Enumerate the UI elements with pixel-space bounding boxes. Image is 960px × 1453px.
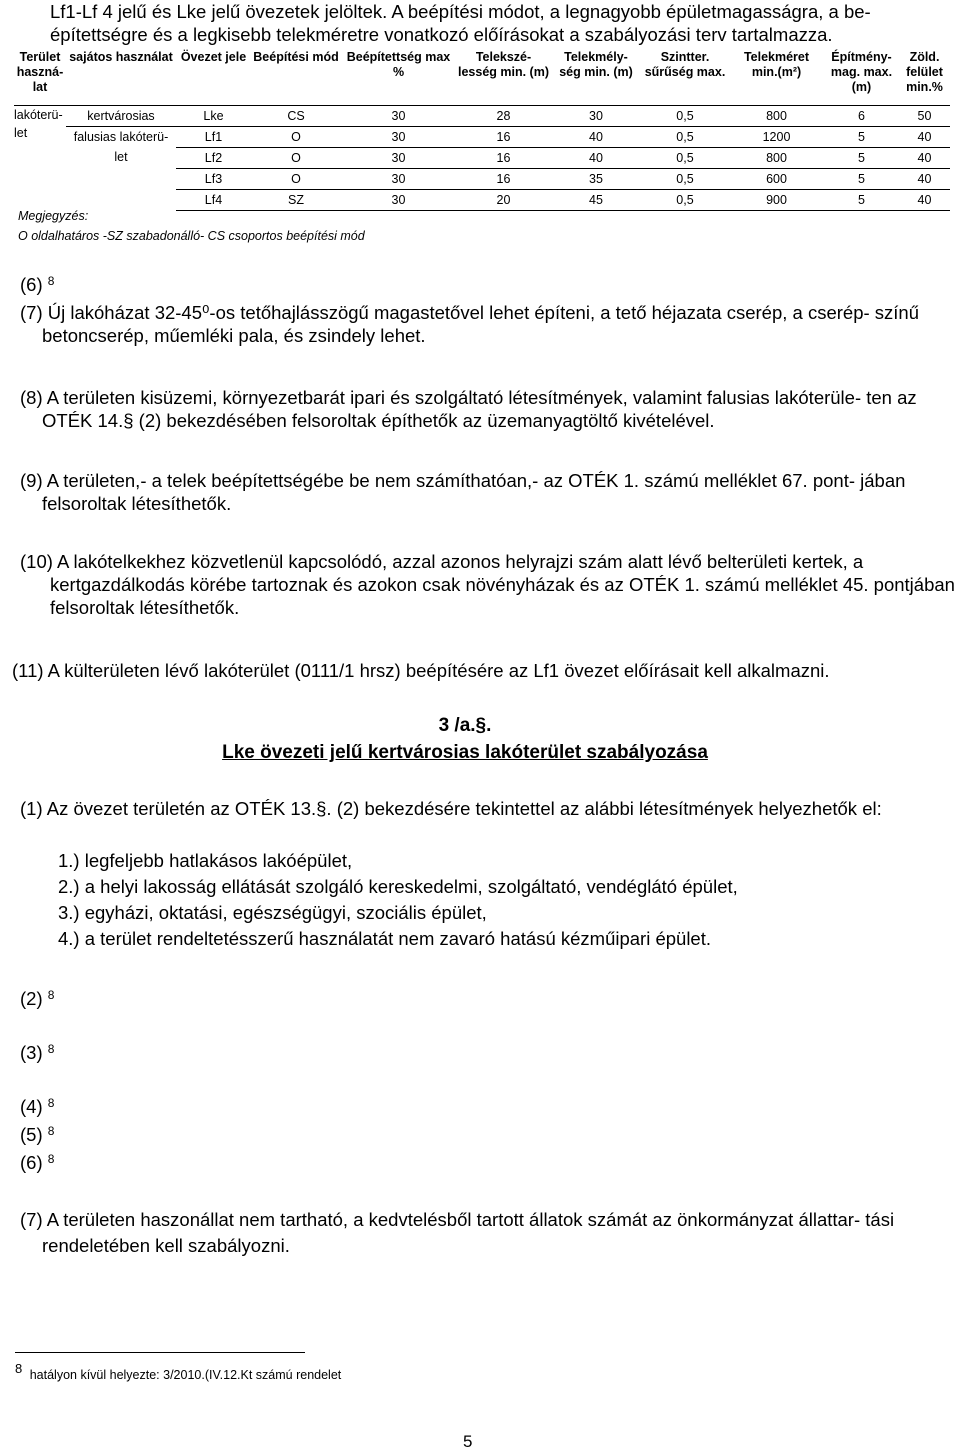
table-cell: 20 — [456, 190, 551, 211]
footnote-divider — [15, 1352, 305, 1353]
table-cell: 40 — [899, 169, 950, 190]
intro-text — [34, 0, 934, 46]
intro-line-1: Lf1-Lf 4 jelű és Lke jelű övezetek jelöltek. A beépítési módot, a legnagyobb épületmagasságra, a be- — [50, 1, 871, 22]
paragraph-8: (8) A területen kisüzemi, környezetbarát ipari és szolgáltató létesítmények, valamint falusias lakóterüle- ten az OTÉK 14.§ (2) bekezdésében felsoroltak építhetők az üzemanyagtöltő kivételével. — [20, 387, 917, 431]
table-cell: 900 — [729, 190, 824, 211]
table-cell: 45 — [551, 190, 641, 211]
header-cell: Övezet jele — [176, 50, 251, 106]
header-cell: Építmény- mag. max.(m) — [824, 50, 899, 106]
table-cell: Lf1 — [176, 127, 251, 148]
header-cell: Telekméret min.(m²) — [729, 50, 824, 106]
footnote-ref: 8 — [47, 1124, 55, 1138]
header-cell: Beépítettség max % — [341, 50, 456, 106]
table-cell: 800 — [729, 148, 824, 169]
table-cell: CS — [251, 106, 341, 127]
area-cell: lakóterü- let — [14, 108, 63, 140]
table-row — [14, 106, 950, 127]
intro-line-2: építettségre és a legkisebb telekméretre vonatkozó előírásokat a szabályozási terv tartalmazza. — [50, 24, 833, 45]
paragraph-6: (6) $^8$ — [20, 274, 55, 295]
table-cell: 50 — [899, 106, 950, 127]
table-cell: 5 — [824, 148, 899, 169]
footnote-ref: 8 — [47, 988, 55, 1002]
list-item: 1.) legfeljebb hatlakásos lakóépület, — [58, 850, 353, 871]
zoning-table — [14, 50, 950, 211]
header-cell: Terület haszná- lat — [14, 50, 66, 106]
table-cell: 40 — [899, 148, 950, 169]
footnote-ref: 8 — [47, 1042, 55, 1056]
table-cell: 600 — [729, 169, 824, 190]
table-cell: 35 — [551, 169, 641, 190]
section-paragraph-6: (6) $^8$ — [20, 1152, 55, 1173]
table-cell: 6 — [824, 106, 899, 127]
table-cell: 800 — [729, 106, 824, 127]
table-cell: 5 — [824, 190, 899, 211]
section-paragraph-4: (4) $^8$ — [20, 1096, 55, 1117]
table-cell: 30 — [341, 169, 456, 190]
table-cell: 40 — [899, 190, 950, 211]
page-number: 5 — [463, 1432, 473, 1451]
table-cell: O — [251, 127, 341, 148]
table-cell: 0,5 — [641, 148, 729, 169]
section-paragraph-2: (2) $^8$ — [20, 988, 55, 1009]
section-title: Lke övezeti jelű kertvárosias lakóterület szabályozása — [222, 742, 708, 763]
header-cell: sajátos használat — [66, 50, 176, 106]
footnote-ref: 8 — [47, 1096, 55, 1110]
facility-list — [58, 848, 738, 952]
header-cell: Telekszé- lesség min. (m) — [456, 50, 551, 106]
section-paragraph-5: (5) $^8$ — [20, 1124, 55, 1145]
table-cell: 0,5 — [641, 106, 729, 127]
table-cell: Lf2 — [176, 148, 251, 169]
section-number: 3 /a.§. — [438, 715, 492, 736]
list-item: 4.) a terület rendeltetésszerű használatát nem zavaró hatású kézműipari épület. — [58, 928, 712, 949]
paragraph-11: (11) A külterületen lévő lakóterület (0111/1 hrsz) beépítésére az Lf1 övezet előírásait kell alkalmazni. — [12, 660, 830, 681]
header-cell: Zöld. felület min.% — [899, 50, 950, 106]
header-cell: Telekmély- ség min. (m) — [551, 50, 641, 106]
section-paragraph-7: (7) A területen haszonállat nem tartható, a kedvtelésből tartott állatok számát az önkormányzat állattar- tási rendeletében kell szabályozni. — [20, 1209, 895, 1256]
table-cell: O — [251, 148, 341, 169]
table-note — [18, 206, 365, 246]
table-row — [14, 127, 950, 148]
table-cell: 0,5 — [641, 190, 729, 211]
paragraph-10: (10) A lakótelkekhez közvetlenül kapcsolódó, azzal azonos helyrajzi szám alatt lévő belterületi kertek, a kertgazdálkodás körébe tartoznak és azokon csak növényházak és az OTÉK 1. számú melléklet 45. pontjában felsoroltak létesíthetők. — [20, 551, 955, 618]
table-cell: 40 — [899, 127, 950, 148]
table-cell: 30 — [341, 148, 456, 169]
section-paragraph-1: (1) Az övezet területén az OTÉK 13.§. (2) bekezdésére tekintettel az alábbi létesítmények helyezhetők el: — [20, 798, 882, 819]
table-cell: Lf3 — [176, 169, 251, 190]
table-cell: 5 — [824, 127, 899, 148]
section-paragraph-3: (3) $^8$ — [20, 1042, 55, 1063]
table-cell: SZ — [251, 190, 341, 211]
table-cell: 5 — [824, 169, 899, 190]
own-use-cell: kertvárosias — [66, 106, 176, 127]
table-cell: 28 — [456, 106, 551, 127]
footnote-ref: 8 — [47, 274, 55, 288]
table-cell: 0,5 — [641, 127, 729, 148]
table-cell: 40 — [551, 148, 641, 169]
table-cell: Lke — [176, 106, 251, 127]
table-cell: 40 — [551, 127, 641, 148]
paragraph-7: (7) Új lakóházat 32-45⁰-os tetőhajlásszögű magastetővel lehet építeni, a tető héjazata cserép, a cserép- színű betoncserép, műemléki pala, és zsindely lehet. — [20, 302, 920, 346]
footnote-text: hatályon kívül helyezte: 3/2010.(IV.12.Kt számú rendelet — [29, 1368, 342, 1382]
table-cell: 30 — [551, 106, 641, 127]
table-cell: 30 — [341, 127, 456, 148]
table-cell: 16 — [456, 169, 551, 190]
table-cell: 30 — [341, 106, 456, 127]
header-cell: Szintter. sűrűség max. — [641, 50, 729, 106]
note-label: Megjegyzés: — [18, 209, 89, 223]
note-text: O oldalhatáros -SZ szabadonálló- CS csoportos beépítési mód — [18, 229, 365, 243]
table-header-row — [14, 50, 950, 106]
footnote-ref: 8 — [47, 1152, 55, 1166]
table-cell: 16 — [456, 148, 551, 169]
list-item: 3.) egyházi, oktatási, egészségügyi, szociális épület, — [58, 902, 487, 923]
paragraph-9: (9) A területen,- a telek beépítettségébe be nem számíthatóan,- az OTÉK 1. számú melléklet 67. pont- jában felsoroltak létesíthetők. — [20, 470, 906, 514]
list-item: 2.) a helyi lakosság ellátását szolgáló kereskedelmi, szolgáltató, vendéglátó épület, — [58, 876, 738, 897]
table-cell: 30 — [341, 190, 456, 211]
footnote — [15, 1360, 341, 1384]
own-use-cell: falusias lakóterü- let — [73, 130, 169, 164]
table-cell: Lf4 — [176, 190, 251, 211]
header-cell: Beépítési mód — [251, 50, 341, 106]
table-cell: 16 — [456, 127, 551, 148]
table-cell: O — [251, 169, 341, 190]
table-cell: 0,5 — [641, 169, 729, 190]
footnote-marker: 8 — [15, 1361, 23, 1376]
table-cell: 1200 — [729, 127, 824, 148]
